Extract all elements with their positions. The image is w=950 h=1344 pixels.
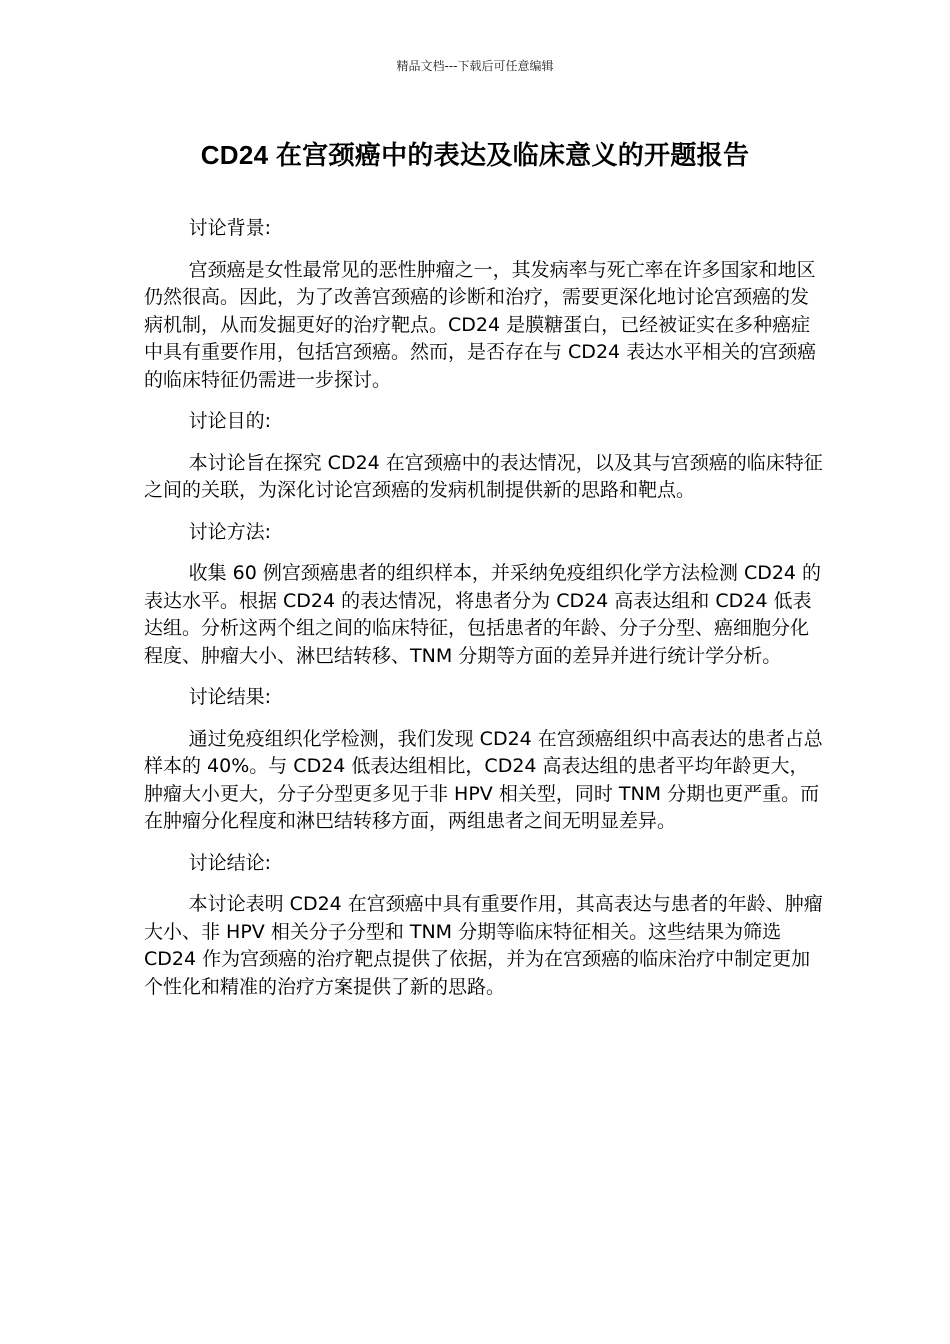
- page-header: 精品文档---下载后可任意编辑: [396, 59, 554, 73]
- section-heading-results: 讨论结果:: [188, 686, 272, 708]
- document-body: [144, 215, 824, 1015]
- section-body-methods: 收集 60 例宫颈癌患者的组织样本，并采纳免疫组织化学方法检测 CD24 的表达水平。根据 CD24 的表达情况，将患者分为 CD24 高表达组和 CD24 低表达组。分析这两个组之间的临床特征，包括患者的年龄、分子分型、癌细胞分化程度、肿瘤大小、淋巴结转移、TNM 分期等方面的差异并进行统计学分析。: [144, 562, 822, 667]
- section-body-results: 通过免疫组织化学检测，我们发现 CD24 在宫颈癌组织中高表达的患者占总样本的 40%。与 CD24 低表达组相比，CD24 高表达组的患者平均年龄更大，肿瘤大小更大，分子分型更多见于非 HPV 相关型，同时 TNM 分期也更严重。而在肿瘤分化程度和淋巴结转移方面，两组患者之间无明显差异。: [144, 727, 823, 832]
- section-body-background: 宫颈癌是女性最常见的恶性肿瘤之一，其发病率与死亡率在许多国家和地区仍然很高。因此，为了改善宫颈癌的诊断和治疗，需要更深化地讨论宫颈癌的发病机制，从而发掘更好的治疗靶点。CD24 是膜糖蛋白，已经被证实在多种癌症中具有重要作用，包括宫颈癌。然而，是否存在与 CD24 表达水平相关的宫颈癌的临床特征仍需进一步探讨。: [144, 258, 817, 391]
- section-heading-conclusion: 讨论结论:: [188, 851, 272, 874]
- section-heading-background: 讨论背景:: [188, 217, 272, 239]
- section-body-purpose: 本讨论旨在探究 CD24 在宫颈癌中的表达情况，以及其与宫颈癌的临床特征之间的关联，为深化讨论宫颈癌的发病机制提供新的思路和靶点。: [144, 451, 823, 501]
- document-title: CD24 在宫颈癌中的表达及临床意义的开题报告: [200, 140, 750, 170]
- section-heading-purpose: 讨论目的:: [188, 410, 272, 432]
- section-heading-methods: 讨论方法:: [188, 520, 272, 543]
- section-body-conclusion: 本讨论表明 CD24 在宫颈癌中具有重要作用，其高表达与患者的年龄、肿瘤大小、非 HPV 相关分子分型和 TNM 分期等临床特征相关。这些结果为筛选 CD24 作为宫颈癌的治疗靶点提供了依据，并为在宫颈癌的临床治疗中制定更加个性化和精准的治疗方案提供了新的思路。: [144, 893, 823, 998]
